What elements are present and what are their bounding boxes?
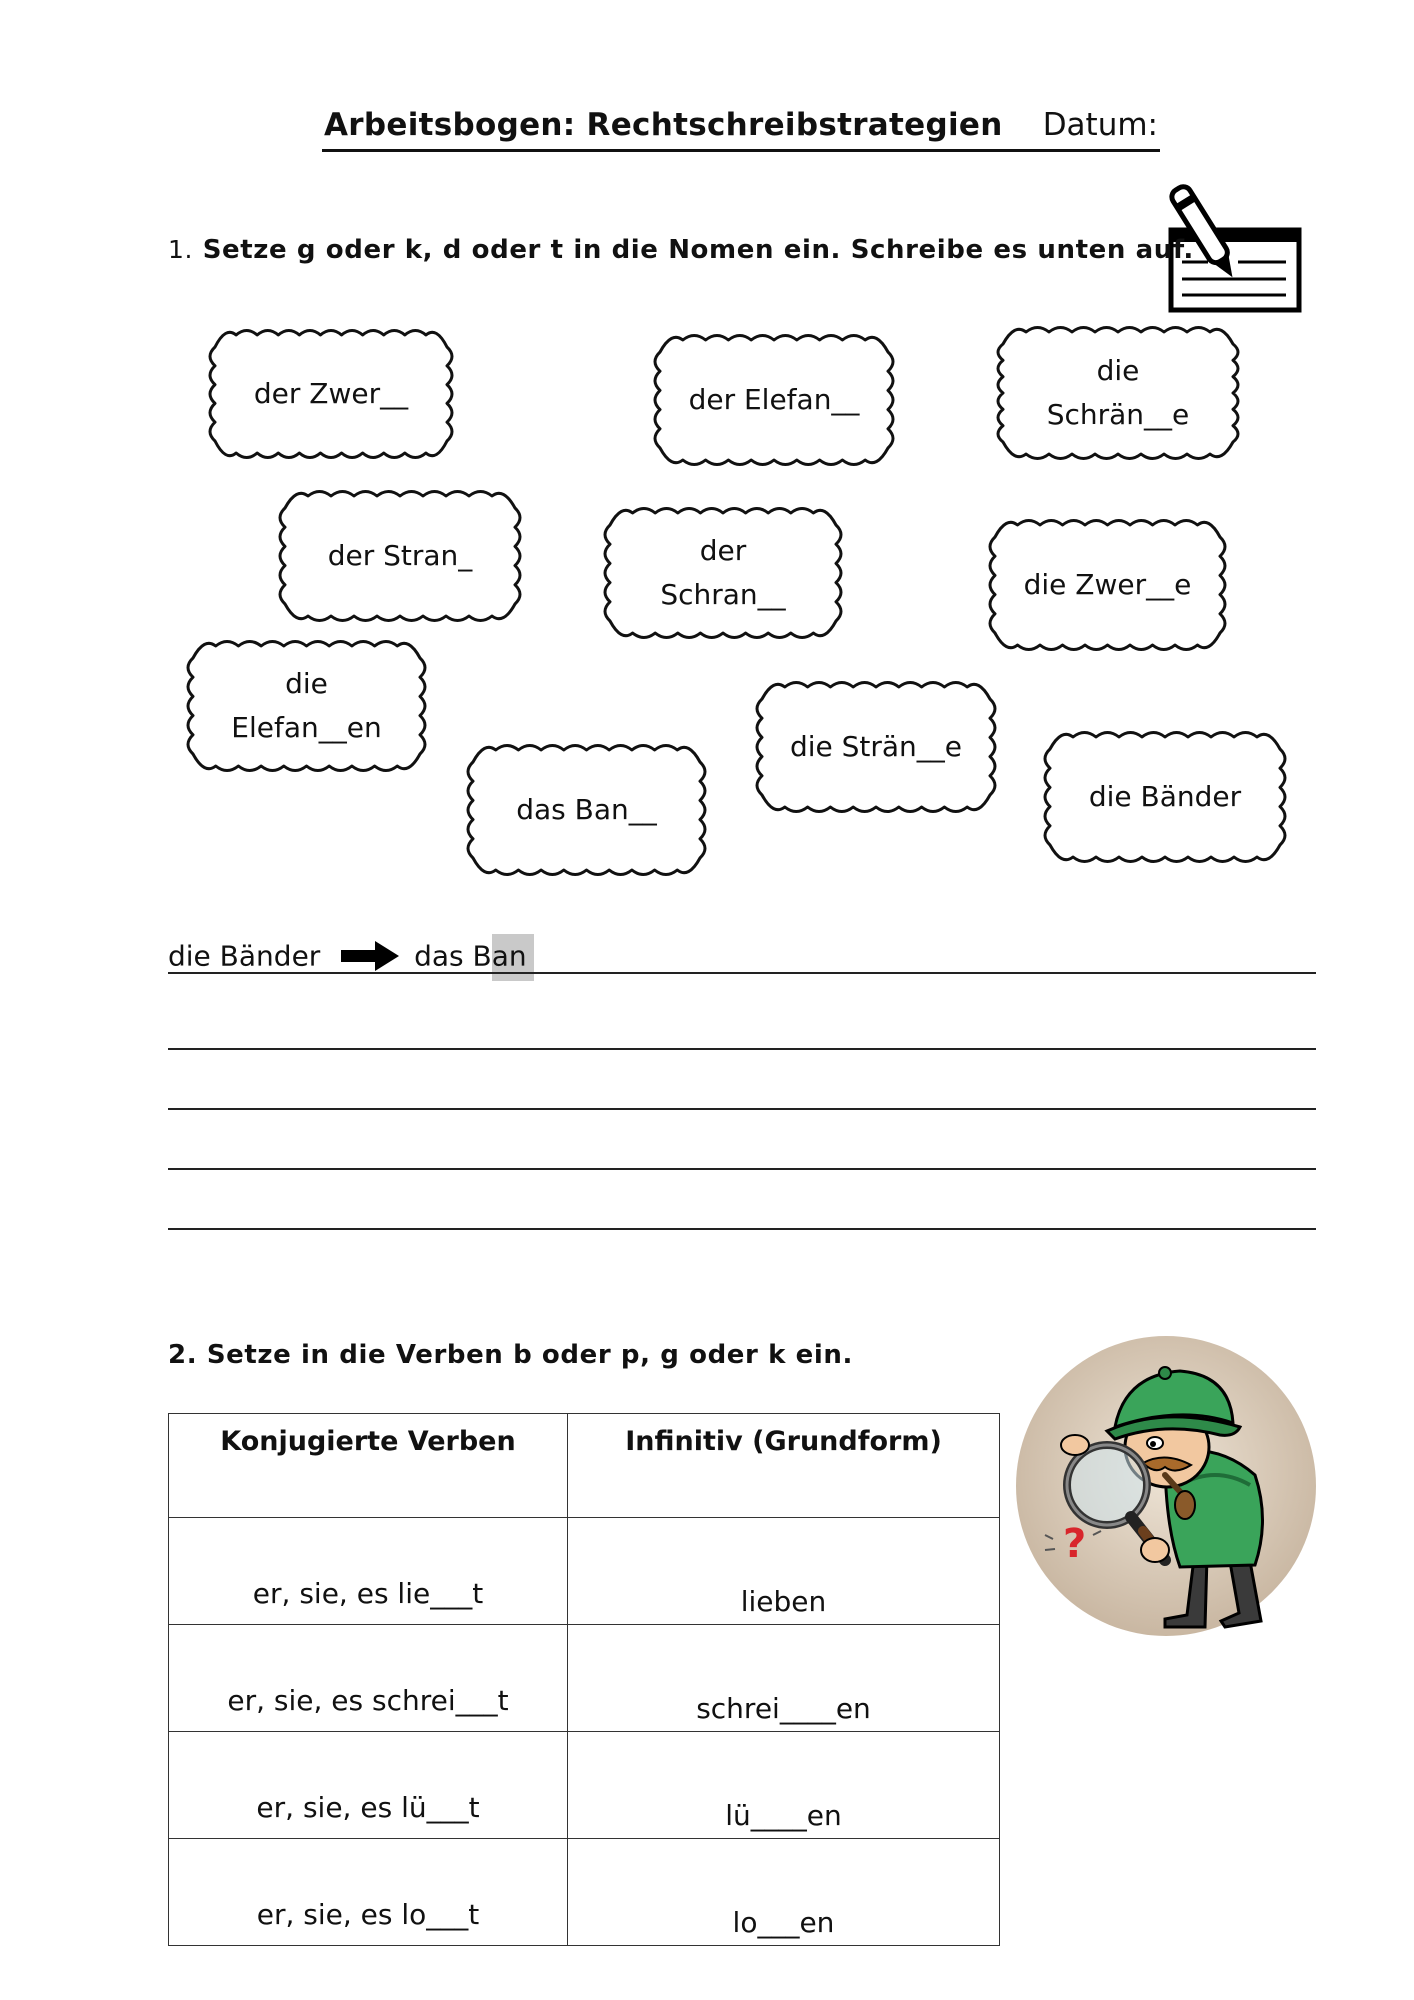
infinitive-cell: lieben: [568, 1518, 1000, 1625]
task1-instruction: [168, 235, 1194, 265]
date-label: Datum:: [1042, 107, 1158, 143]
cloud-line-1: die: [1096, 354, 1140, 387]
cloud-text: [752, 677, 1000, 817]
word-cloud-5: [600, 503, 846, 643]
task1-number: 1.: [168, 235, 194, 264]
cloud-line-1: die Zwer__e: [1023, 568, 1192, 601]
cloud-line-2: Elefan__en: [231, 711, 382, 744]
word-cloud-6: [985, 515, 1230, 655]
cloud-text: [1040, 727, 1290, 867]
infinitive-cell: schrei____en: [568, 1625, 1000, 1732]
word-cloud-1: [205, 325, 457, 463]
writing-line-3: [168, 1108, 1316, 1110]
cloud-text: [183, 636, 430, 776]
verb-table: [168, 1413, 1000, 1946]
word-cloud-10: [1040, 727, 1290, 867]
task1-text: Setze g oder k, d oder t in die Nomen ein. Schreibe es unten auf.: [202, 235, 1194, 265]
word-cloud-3: [993, 322, 1243, 464]
table-row: [169, 1518, 1000, 1625]
word-cloud-7: [183, 636, 430, 776]
cloud-text: [275, 486, 525, 626]
cloud-text: [205, 325, 457, 463]
infinitive-cell: lü____en: [568, 1732, 1000, 1839]
word-cloud-2: [650, 330, 898, 470]
word-cloud-4: [275, 486, 525, 626]
cloud-line-1: der: [699, 534, 747, 567]
cloud-line-2: Schran__: [660, 578, 786, 611]
table-row: [169, 1732, 1000, 1839]
task2-instruction: 2. Setze in die Verben b oder p, g oder k ein.: [168, 1340, 853, 1370]
header-conjugated: Konjugierte Verben: [169, 1414, 568, 1518]
cloud-line-1: der Zwer__: [253, 377, 409, 410]
writing-line-4: [168, 1168, 1316, 1170]
cloud-line-2: Schrän__e: [1046, 398, 1190, 431]
detective-illustration: [1015, 1335, 1317, 1637]
word-cloud-9: [752, 677, 1000, 817]
cloud-line-1: die Strän__e: [789, 730, 963, 763]
word-cloud-8: [463, 740, 710, 880]
example-answer: [168, 938, 527, 973]
title-row: [322, 105, 1160, 152]
conjugated-cell: er, sie, es lü___t: [169, 1732, 568, 1839]
example-right: das Ban: [414, 939, 527, 973]
cloud-line-1: der Elefan__: [688, 383, 860, 416]
cloud-text: [985, 515, 1230, 655]
table-header-row: [169, 1414, 1000, 1518]
svg-text:?: ?: [1063, 1521, 1087, 1567]
conjugated-cell: er, sie, es lie___t: [169, 1518, 568, 1625]
conjugated-cell: er, sie, es lo___t: [169, 1839, 568, 1946]
conjugated-cell: er, sie, es schrei___t: [169, 1625, 568, 1732]
arrow-right-icon: [341, 941, 399, 971]
infinitive-cell: lo___en: [568, 1839, 1000, 1946]
header-infinitive: Infinitiv (Grundform): [568, 1414, 1000, 1518]
writing-line-2: [168, 1048, 1316, 1050]
cloud-line-1: die: [285, 667, 328, 700]
table-row: [169, 1625, 1000, 1732]
cloud-line-1: der Stran_: [327, 539, 473, 572]
writing-line-5: [168, 1228, 1316, 1230]
table-row: [169, 1839, 1000, 1946]
example-left: die Bänder: [168, 939, 321, 973]
cloud-line-1: das Ban__: [516, 793, 657, 826]
writing-line-1: [168, 972, 1316, 974]
cloud-text: [600, 503, 846, 643]
worksheet-title: Arbeitsbogen: Rechtschreibstrategien: [324, 107, 1003, 143]
cloud-line-1: die Bänder: [1088, 780, 1242, 813]
cloud-text: [650, 330, 898, 470]
cloud-text: [463, 740, 710, 880]
cloud-text: [993, 322, 1243, 464]
